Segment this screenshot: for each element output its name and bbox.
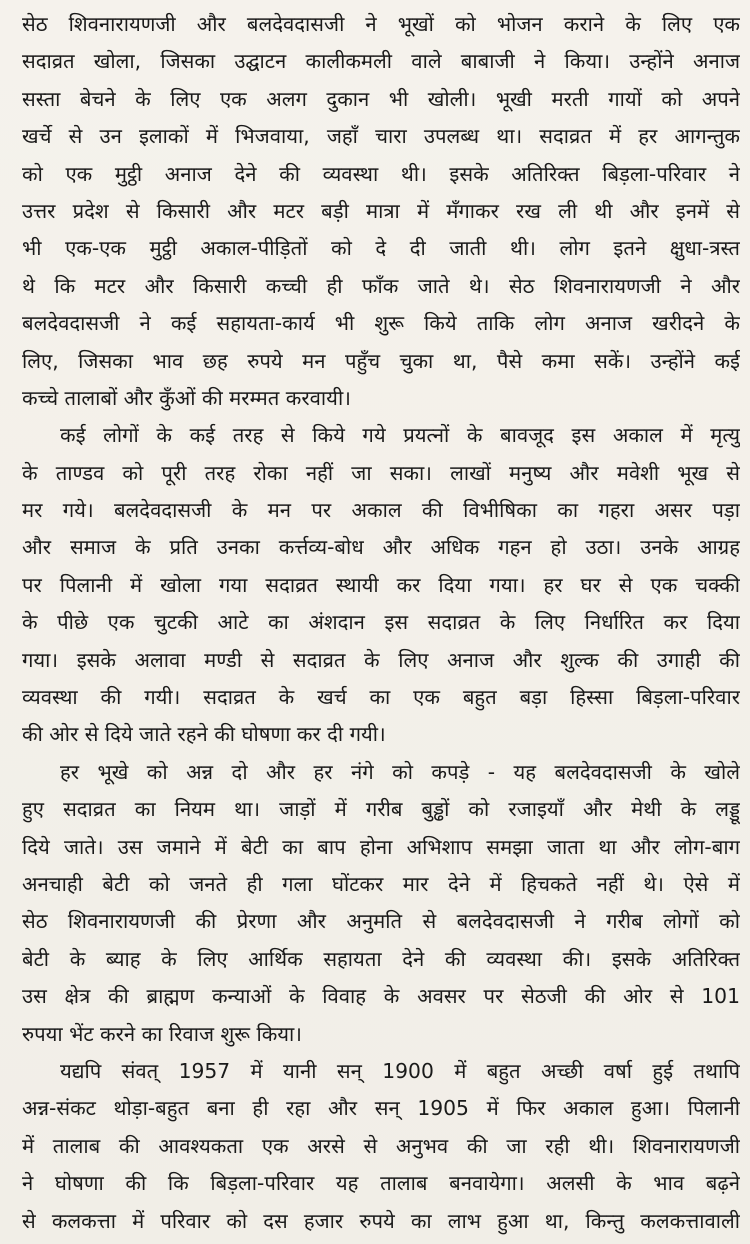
text-line: भी एक-एक मुट्ठी अकाल-पीड़ितों को दे दी जाती थी। लोग इतने क्षुधा-त्रस्त [22,236,740,261]
text-line: बेटी के ब्याह के लिए आर्थिक सहायता देने की व्यवस्था की। इसके अतिरिक्त [22,946,740,971]
paragraph-1 [22,6,740,417]
text-line: ने घोषणा की कि बिड़ला-परिवार यह तालाब बनवायेगा। अलसी के भाव बढ़ने [22,1171,740,1196]
text-line: से कलकत्ता में परिवार को दस हजार रुपये का लाभ हुआ था, किन्तु कलकत्तावाली [22,1208,740,1233]
text-line: गया। इसके अलावा मण्डी से सदाव्रत के लिए अनाज और शुल्क की उगाही की [22,647,740,672]
text-line: हर भूखे को अन्न दो और हर नंगे को कपड़े - यह बलदेवदासजी के खोले [60,759,740,784]
text-line: अन्न-संकट थोड़ा-बहुत बना ही रहा और सन् 1905 में फिर अकाल हुआ। पिलानी [22,1096,740,1121]
paragraph-4 [22,1053,740,1240]
text-line: यद्यपि संवत् 1957 में यानी सन् 1900 में बहुत अच्छी वर्षा हुई तथापि [60,1058,740,1083]
text-line: खर्चे से उन इलाकों में भिजवाया, जहाँ चारा उपलब्ध था। सदाव्रत में हर आगन्तुक [22,124,740,149]
paragraph-2 [22,417,740,754]
text-line: सेठ शिवनारायणजी और बलदेवदासजी ने भूखों को भोजन कराने के लिए एक [22,12,740,36]
text-line: व्यवस्था की गयी। सदाव्रत के खर्च का एक बहुत बड़ा हिस्सा बिड़ला-परिवार [22,685,740,710]
text-line: दिये जाते। उस जमाने में बेटी का बाप होना अभिशाप समझा जाता था और लोग-बाग [22,834,740,859]
text-line: और समाज के प्रति उनका कर्त्तव्य-बोध और अधिक गहन हो उठा। उनके आग्रह [22,535,740,560]
text-line: के पीछे एक चुटकी आटे का अंशदान इस सदाव्रत के लिए निर्धारित कर दिया [22,610,740,635]
text-line: थे कि मटर और किसारी कच्ची ही फाँक जाते थे। सेठ शिवनारायणजी ने और [22,273,740,298]
text-line: पर पिलानी में खोला गया सदाव्रत स्थायी कर दिया गया। हर घर से एक चक्की [22,572,740,597]
text-line: उत्तर प्रदेश से किसारी और मटर बड़ी मात्रा में मँगाकर रख ली थी और इनमें से [22,198,740,223]
text-line: की ओर से दिये जाते रहने की घोषणा कर दी गयी। [22,722,386,747]
text-line: मर गये। बलदेवदासजी के मन पर अकाल की विभीषिका का गहरा असर पड़ा [22,498,740,523]
text-line: उस क्षेत्र की ब्राह्मण कन्याओं के विवाह के अवसर पर सेठजी की ओर से 101 [22,984,740,1009]
text-line: बलदेवदासजी ने कई सहायता-कार्य भी शुरू किये ताकि लोग अनाज खरीदने के [22,311,740,336]
text-line: सेठ शिवनारायणजी की प्रेरणा और अनुमति से बलदेवदासजी ने गरीब लोगों को [22,909,740,934]
text-line: कच्चे तालाबों और कुँओं की मरम्मत करवायी। [22,385,351,410]
paragraph-3 [22,754,740,1053]
text-line: कई लोगों के कई तरह से किये गये प्रयत्नों के बावजूद इस अकाल में मृत्यु [60,423,740,448]
text-line: हुए सदाव्रत का नियम था। जाड़ों में गरीब बुड्ढों को रजाइयाँ और मेथी के लड्डू [22,797,740,822]
text-line: सस्ता बेचने के लिए एक अलग दुकान भी खोली। भूखी मरती गायों को अपने [22,86,740,111]
text-line: को एक मुट्ठी अनाज देने की व्यवस्था थी। इसके अतिरिक्त बिड़ला-परिवार ने [22,161,740,186]
text-line: अनचाही बेटी को जनते ही गला घोंटकर मार देने में हिचकते नहीं थे। ऐसे में [22,871,740,896]
text-line: के ताण्डव को पूरी तरह रोका नहीं जा सका। लाखों मनुष्य और मवेशी भूख से [22,460,740,485]
text-line: लिए, जिसका भाव छह रुपये मन पहुँच चुका था, पैसे कमा सकें। उन्होंने कई [22,348,740,373]
text-line: में तालाब की आवश्यकता एक अरसे से अनुभव की जा रही थी। शिवनारायणजी [22,1133,740,1158]
text-line: रुपया भेंट करने का रिवाज शुरू किया। [22,1021,302,1046]
text-line: सदाव्रत खोला, जिसका उद्घाटन कालीकमली वाले बाबाजी ने किया। उन्होंने अनाज [22,49,740,74]
